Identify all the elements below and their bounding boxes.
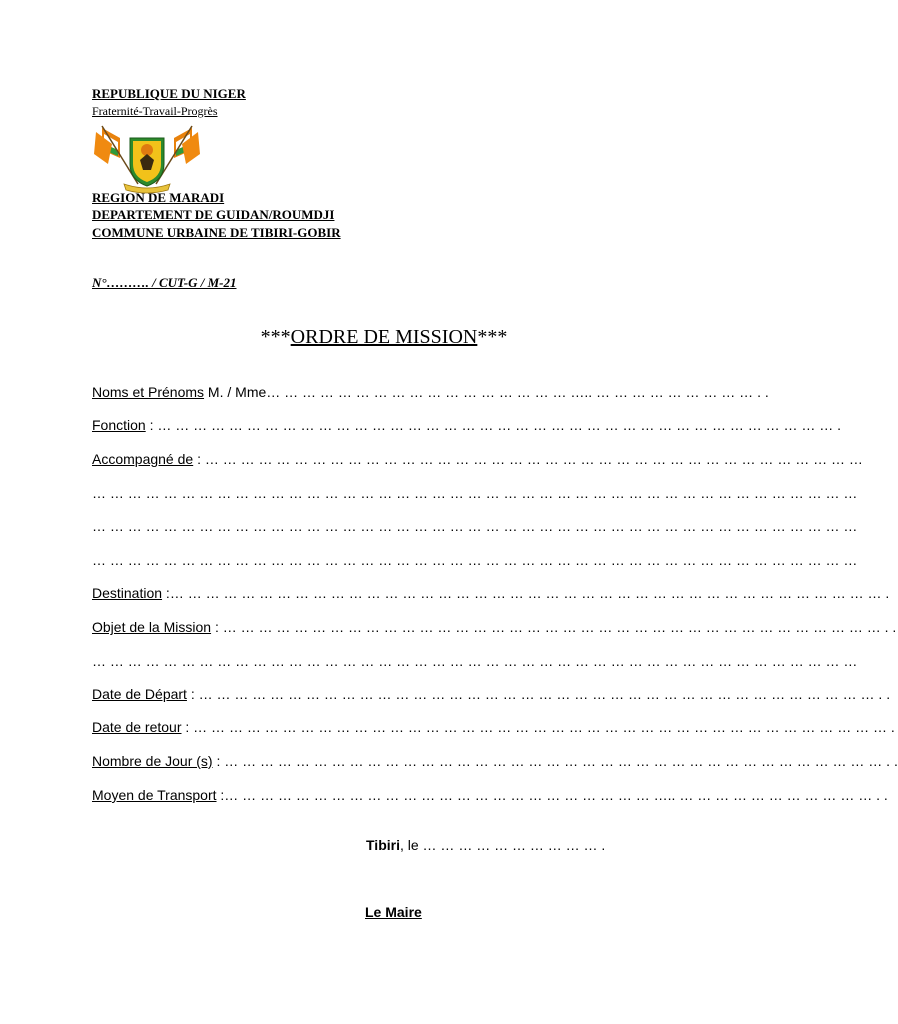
- region-heading: REGION DE MARADI: [92, 190, 225, 205]
- republic-heading: REPUBLIQUE DU NIGER: [92, 86, 246, 101]
- field-label: Destination: [92, 585, 163, 601]
- field-label: Date de Départ: [92, 686, 187, 702]
- field-dots: :… … … … … … … … … … … … … … … … … … … … … … … … ….. … … … … … … … … … … … . .: [216, 787, 888, 803]
- field-noms-prenoms: [92, 384, 769, 400]
- field-label: Accompagné de: [92, 451, 194, 467]
- field-dots: : … … … … … … … … … … … … … … … … … … … … … … … … … … … … … … … … … … … … … … … .: [181, 719, 895, 735]
- reference-number: N°………. / CUT-G / M-21: [92, 275, 237, 290]
- commune-heading: COMMUNE URBAINE DE TIBIRI-GOBIR: [92, 225, 341, 240]
- title-prefix: ***: [260, 326, 291, 348]
- field-date-retour: [92, 719, 895, 735]
- field-dots: : … … … … … … … … … … … … … … … … … … … … … … … … … … … … … … … … … … … … …: [193, 451, 863, 467]
- document-title: [0, 326, 768, 349]
- title-suffix: ***: [477, 326, 508, 348]
- field-continuation-line: [92, 485, 857, 501]
- field-dots: … … … … … … … … … … … … … … … … … … … … … … … … … … … … … … … … … … … … … … … … … … …: [92, 552, 858, 568]
- field-label: Nombre de Jour (s): [92, 753, 213, 769]
- field-accompagne: [92, 451, 863, 467]
- field-dots: … … … … … … … … … … … … … … … … … … … … … … … … … … … … … … … … … … … … … … … … … … …: [92, 653, 858, 669]
- field-fonction: [92, 417, 841, 433]
- field-label: Objet de la Mission: [92, 619, 212, 635]
- field-label: Noms et Prénoms: [92, 384, 205, 400]
- field-continuation-line: [92, 552, 857, 568]
- field-label: Fonction: [92, 417, 146, 433]
- field-dots: : … … … … … … … … … … … … … … … … … … … … … … … … … … … … … … … … … … … … … … . .: [186, 686, 891, 702]
- field-continuation-line: [92, 653, 857, 669]
- national-motto: Fraternité-Travail-Progrès: [92, 104, 218, 118]
- field-continuation-line: [92, 518, 857, 534]
- signatory-title: Le Maire: [365, 904, 422, 920]
- field-dots: … … … … … … … … … … … … … … … … … … … … … … … … … … … … … … … … … … … … … … … … … … …: [92, 518, 858, 534]
- field-date-depart: [92, 686, 890, 702]
- department-heading: DEPARTEMENT DE GUIDAN/ROUMDJI: [92, 207, 335, 222]
- field-destination: [92, 585, 889, 601]
- field-dots: … … … … … … … … … … … … … … … … … … … … … … … … … … … … … … … … … … … … … … … … … … …: [92, 485, 858, 501]
- place-date-line: [366, 837, 605, 853]
- field-label: Moyen de Transport: [92, 787, 217, 803]
- field-dots: : … … … … … … … … … … … … … … … … … … … … … … … … … … … … … … … … … … … … … . .: [212, 753, 898, 769]
- field-dots: :… … … … … … … … … … … … … … … … … … … … … … … … … … … … … … … … … … … … … … … … .: [162, 585, 890, 601]
- field-label: Date de retour: [92, 719, 182, 735]
- field-dots: : … … … … … … … … … … … … … … … … … … … … … … … … … … … … … … … … … … … … … … .: [145, 417, 842, 433]
- field-nombre-jours: [92, 753, 898, 769]
- title-main: ORDRE DE MISSION: [290, 326, 478, 348]
- field-moyen-transport: [92, 787, 888, 803]
- coat-of-arms-emblem: [94, 124, 200, 192]
- field-dots: M. / Mme… … … … … … … … … … … … … … … … … ….. … … … … … … … … … . .: [204, 384, 769, 400]
- field-dots: : … … … … … … … … … … … … … … … … … … … … … … … … … … … … … … … … … … … … … . .: [211, 619, 897, 635]
- place-name: Tibiri: [366, 837, 400, 853]
- field-objet-mission: [92, 619, 896, 635]
- date-dots: , le … … … … … … … … … … .: [399, 837, 606, 853]
